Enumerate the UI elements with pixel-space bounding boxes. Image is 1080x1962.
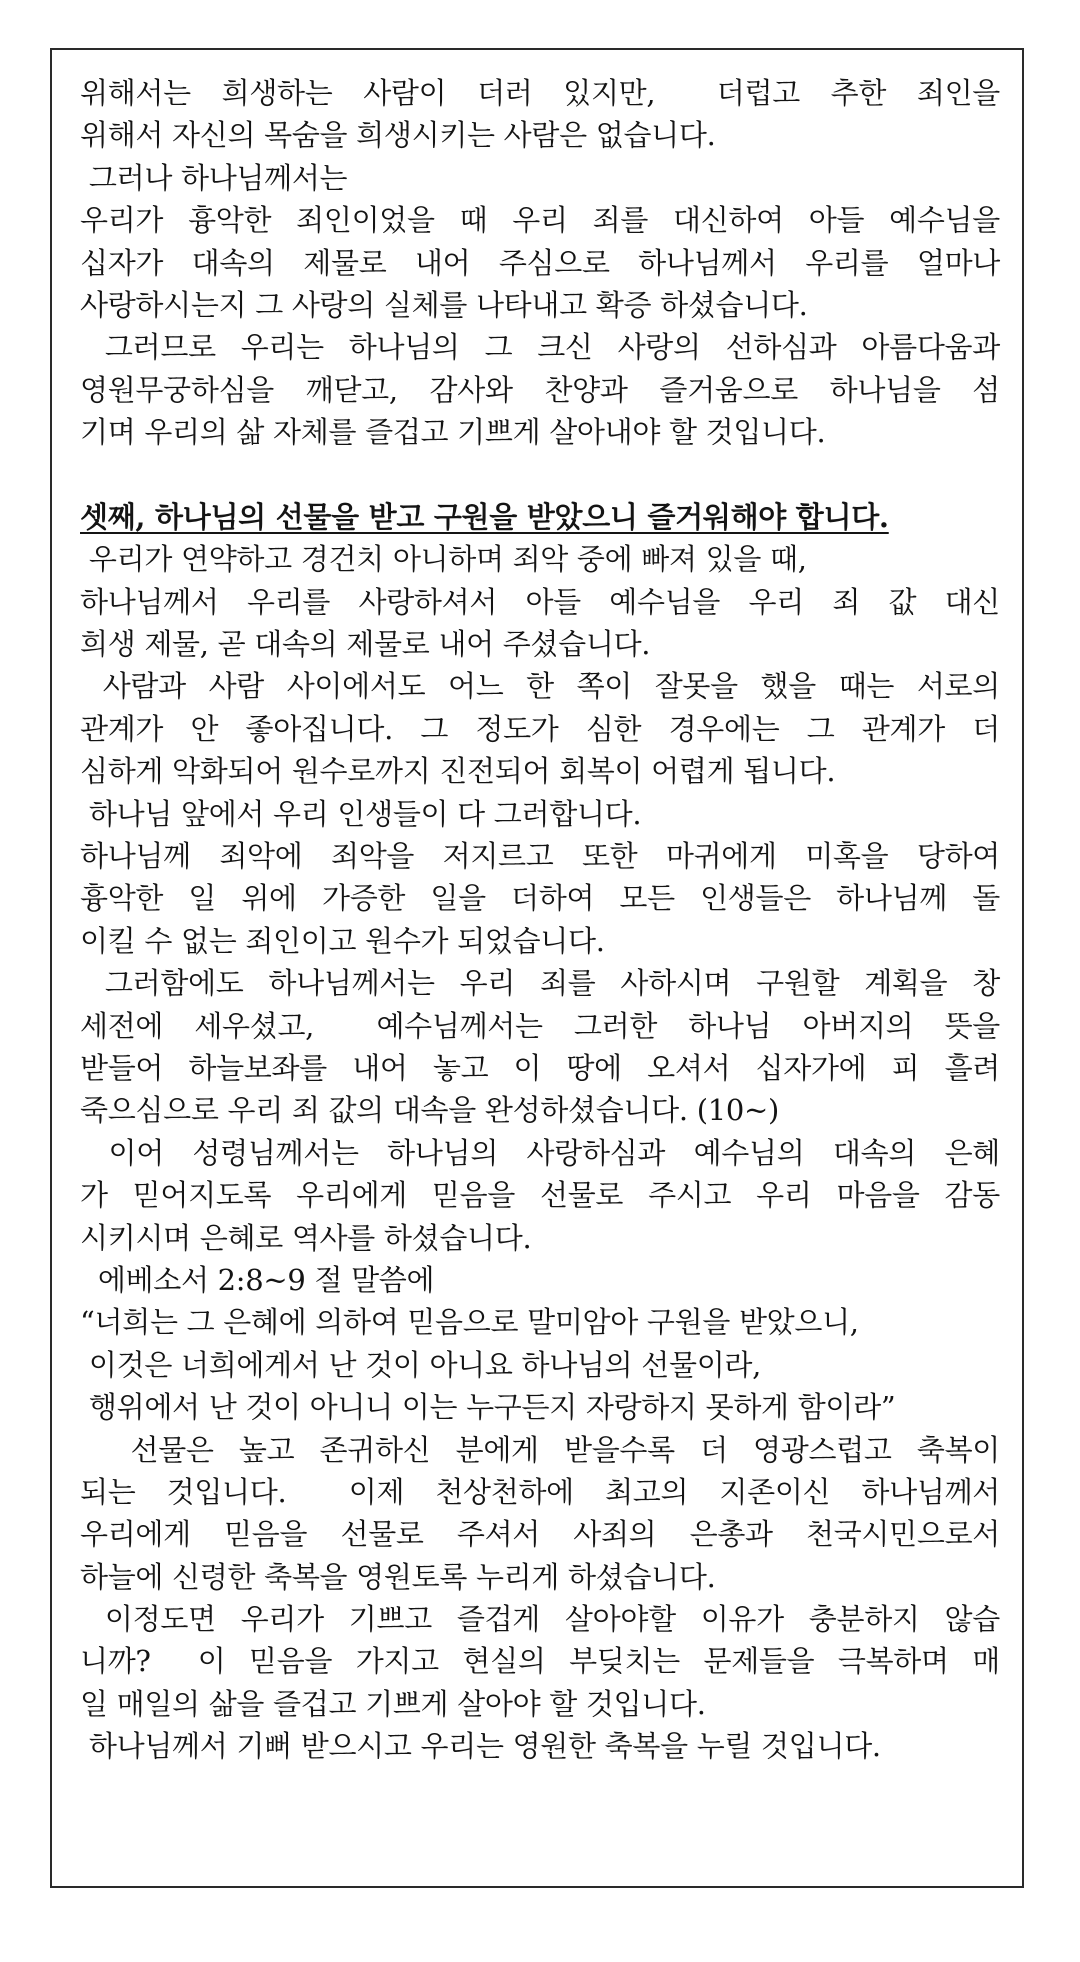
scripture-reference: 에베소서 2:8~9 절 말씀에 <box>80 1262 435 1297</box>
scripture-quote-line: 행위에서 난 것이 아니니 이는 누구든지 자랑하지 못하게 함이라” <box>80 1390 896 1425</box>
text-line: 사람과 사람 사이에서도 어느 한 쪽이 잘못을 했을 때는 서로의 <box>80 669 1000 704</box>
text-line: 죽으심으로 우리 죄 값의 대속을 완성하셨습니다. (10~) <box>80 1093 780 1128</box>
text-line: 흉악한 일 위에 가증한 일을 더하여 모든 인생들은 하나님께 돌 <box>80 881 1000 916</box>
text-line: 하나님께 죄악에 죄악을 저지르고 또한 마귀에게 미혹을 당하여 <box>80 839 1000 874</box>
text-line: 그러나 하나님께서는 <box>80 160 348 195</box>
document-frame <box>50 48 1024 1888</box>
text-line: 희생 제물, 곧 대속의 제물로 내어 주셨습니다. <box>80 627 651 662</box>
section-heading: 셋째, 하나님의 선물을 받고 구원을 받았으니 즐거워해야 합니다. <box>80 499 889 534</box>
scripture-quote-line: 이것은 너희에게서 난 것이 아니요 하나님의 선물이라, <box>80 1347 762 1382</box>
text-line: 하나님께서 기뻐 받으시고 우리는 영원한 축복을 누릴 것입니다. <box>80 1729 881 1764</box>
text-line: 되는 것입니다. 이제 천상천하에 최고의 지존이신 하나님께서 <box>80 1474 1000 1509</box>
text-line: 우리에게 믿음을 선물로 주셔서 사죄의 은총과 천국시민으로서 <box>80 1517 1000 1552</box>
text-line: 하나님 앞에서 우리 인생들이 다 그러합니다. <box>80 796 642 831</box>
text-line: 사랑하시는지 그 사랑의 실체를 나타내고 확증 하셨습니다. <box>80 287 808 322</box>
text-line: 심하게 악화되어 원수로까지 진전되어 회복이 어렵게 됩니다. <box>80 754 836 789</box>
text-line: 선물은 높고 존귀하신 분에게 받을수록 더 영광스럽고 축복이 <box>80 1432 1000 1467</box>
text-line: 일 매일의 삶을 즐겁고 기쁘게 살아야 할 것입니다. <box>80 1686 706 1721</box>
text-line: 하늘에 신령한 축복을 영원토록 누리게 하셨습니다. <box>80 1559 716 1594</box>
text-line: 이정도면 우리가 기쁘고 즐겁게 살아야할 이유가 충분하지 않습 <box>80 1602 1000 1637</box>
scripture-quote-line: “너희는 그 은혜에 의하여 믿음으로 말미암아 구원을 받았으니, <box>80 1305 859 1340</box>
text-line: 기며 우리의 삶 자체를 즐겁고 기쁘게 살아내야 할 것입니다. <box>80 415 826 450</box>
text-line: 시키시며 은혜로 역사를 하셨습니다. <box>80 1220 532 1255</box>
text-line: 이킬 수 없는 죄인이고 원수가 되었습니다. <box>80 923 605 958</box>
text-line: 그러므로 우리는 하나님의 그 크신 사랑의 선하심과 아름다움과 <box>80 330 1000 365</box>
text-line: 세전에 세우셨고, 예수님께서는 그러한 하나님 아버지의 뜻을 <box>80 1008 1000 1043</box>
text-line: 니까? 이 믿음을 가지고 현실의 부딪치는 문제들을 극복하며 매 <box>80 1644 1000 1679</box>
text-line: 위해서는 희생하는 사람이 더러 있지만, 더럽고 추한 죄인을 <box>80 76 1000 110</box>
text-line: 우리가 흉악한 죄인이었을 때 우리 죄를 대신하여 아들 예수님을 <box>80 203 1000 238</box>
text-line: 하나님께서 우리를 사랑하셔서 아들 예수님을 우리 죄 값 대신 <box>80 584 1000 619</box>
text-line: 이어 성령님께서는 하나님의 사랑하심과 예수님의 대속의 은혜 <box>80 1135 1000 1170</box>
document-body <box>80 72 1000 1768</box>
text-line: 십자가 대속의 제물로 내어 주심으로 하나님께서 우리를 얼마나 <box>80 245 1000 280</box>
text-line: 관계가 안 좋아집니다. 그 정도가 심한 경우에는 그 관계가 더 <box>80 711 1000 746</box>
text-line: 우리가 연약하고 경건치 아니하며 죄악 중에 빠져 있을 때, <box>80 542 807 577</box>
text-line: 위해서 자신의 목숨을 희생시키는 사람은 없습니다. <box>80 118 716 153</box>
blank-line <box>80 454 1000 496</box>
text-line: 영원무궁하심을 깨닫고, 감사와 찬양과 즐거움으로 하나님을 섬 <box>80 372 1000 407</box>
text-line: 가 믿어지도록 우리에게 믿음을 선물로 주시고 우리 마음을 감동 <box>80 1178 1000 1213</box>
text-line: 그러함에도 하나님께서는 우리 죄를 사하시며 구원할 계획을 창 <box>80 966 1000 1001</box>
text-line: 받들어 하늘보좌를 내어 놓고 이 땅에 오셔서 십자가에 피 흘려 <box>80 1050 1000 1085</box>
